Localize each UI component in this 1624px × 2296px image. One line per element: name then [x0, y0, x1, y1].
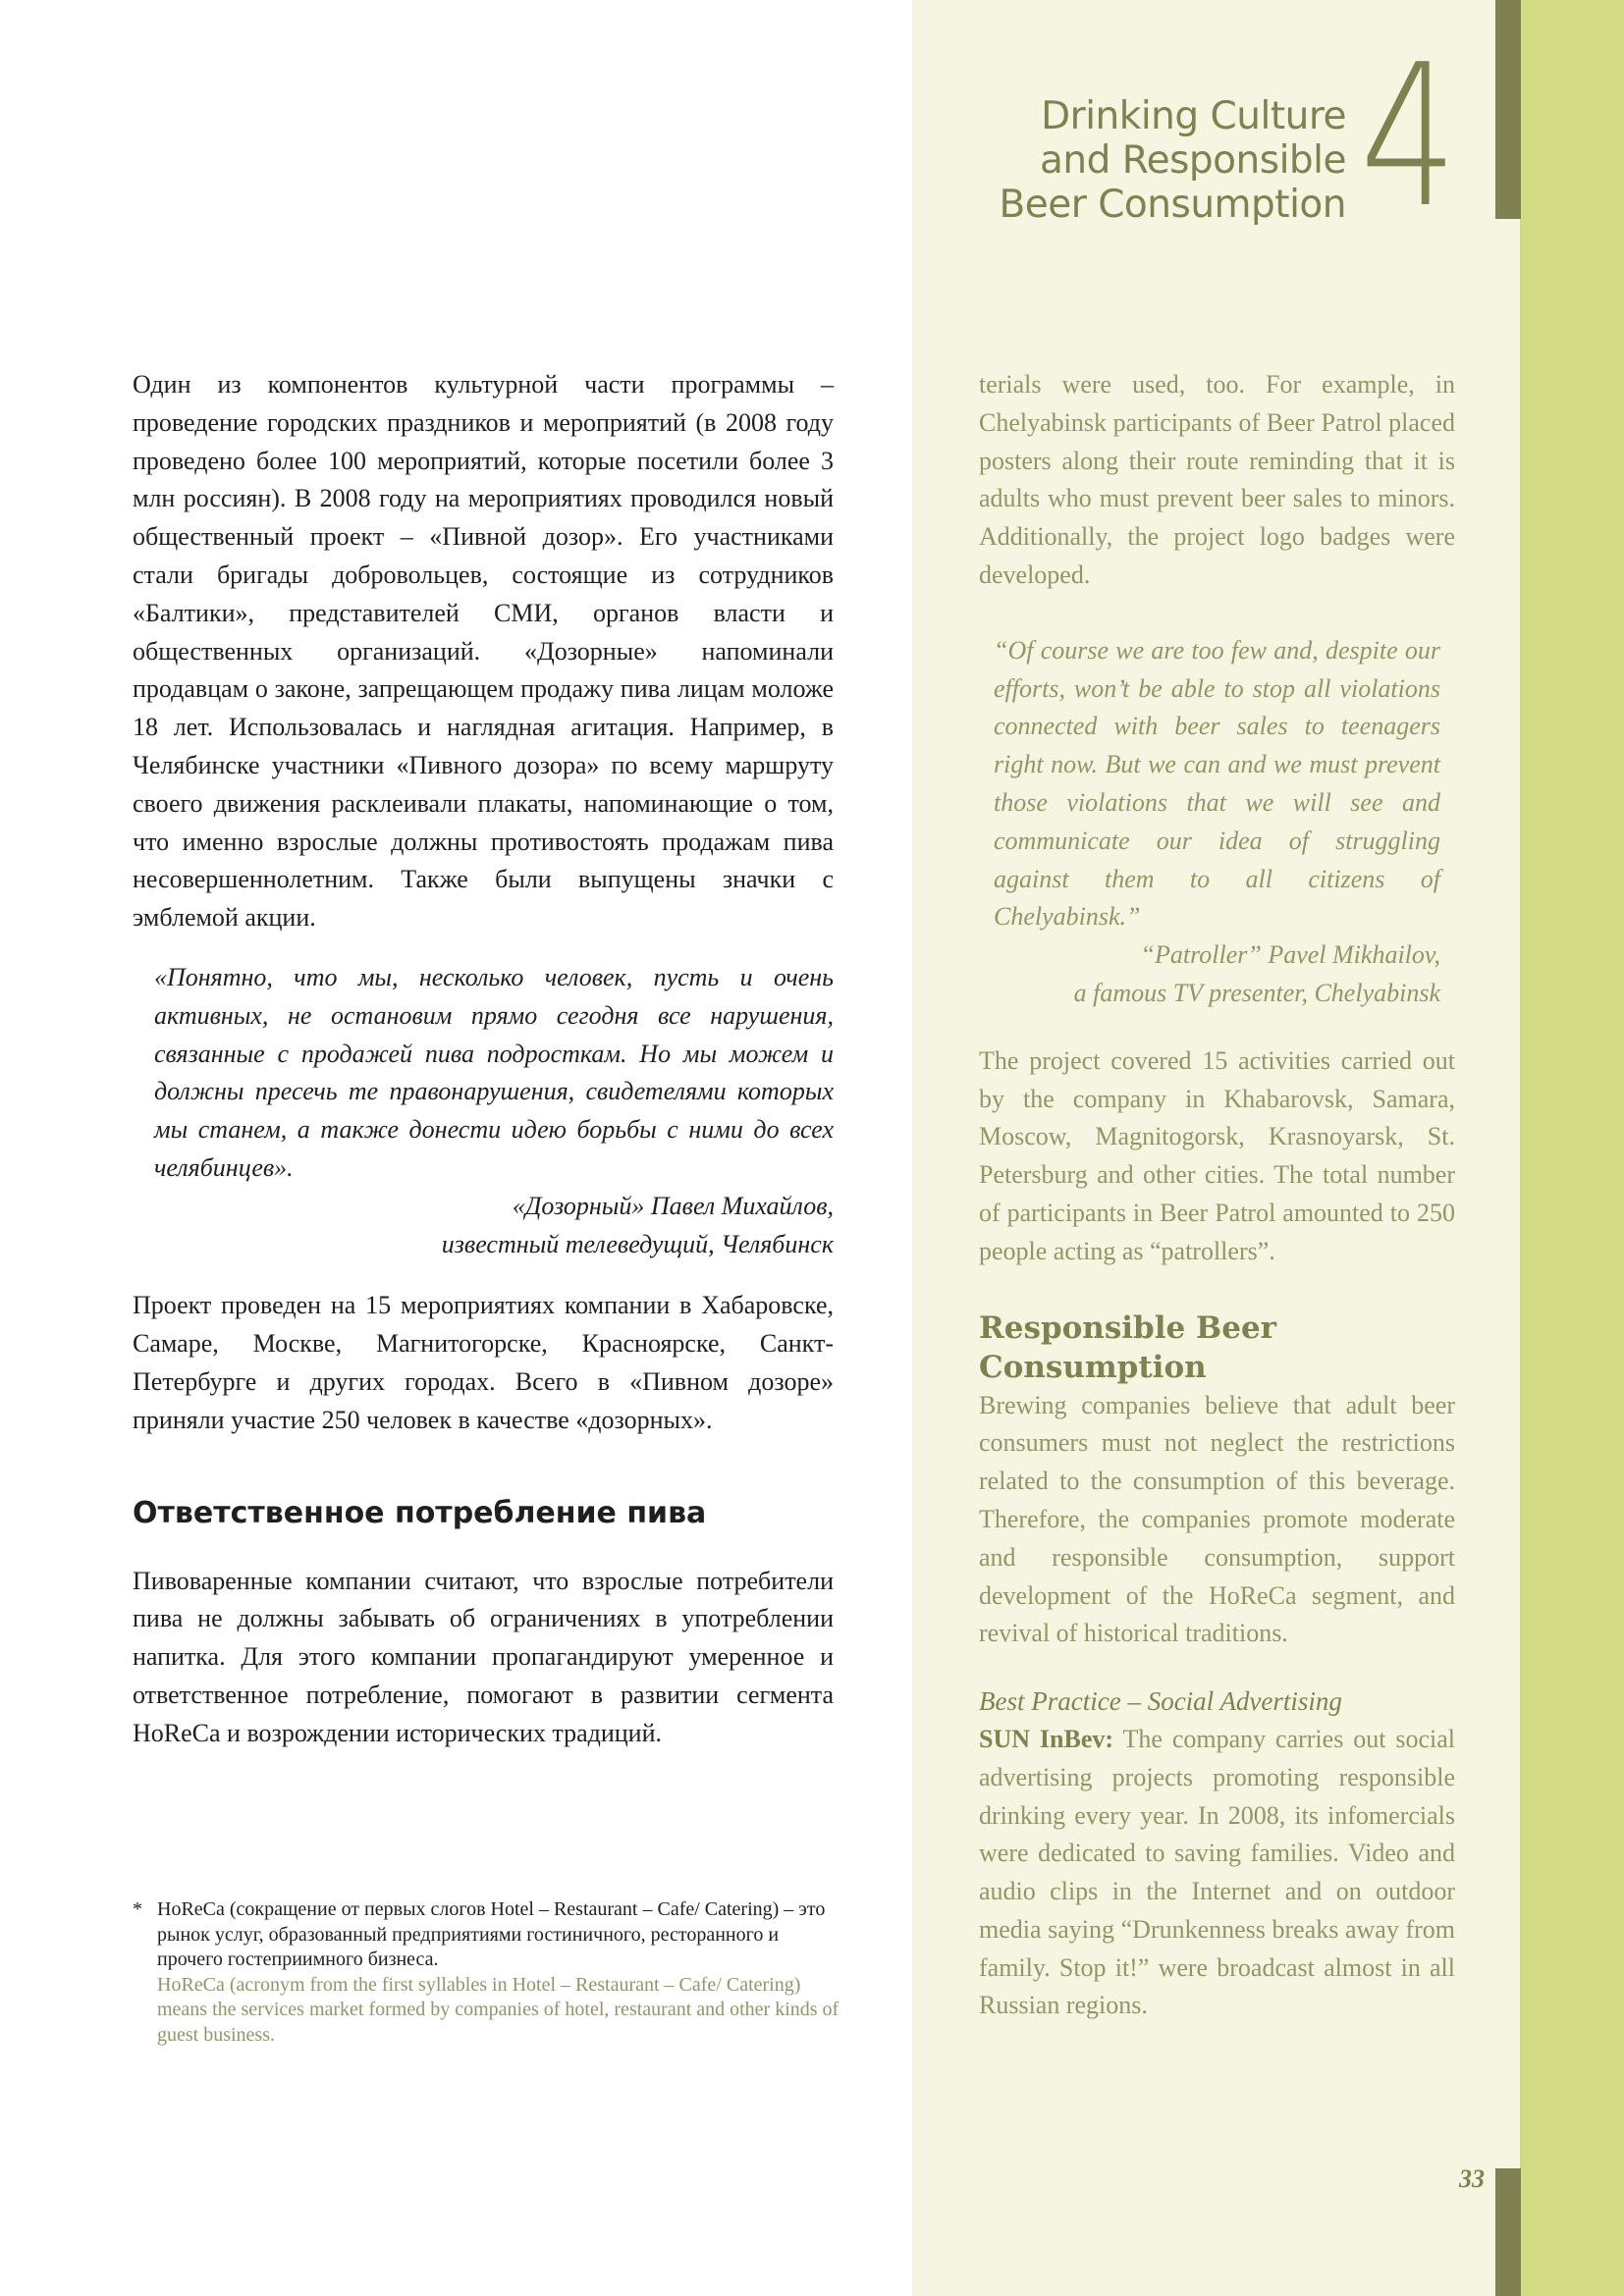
paragraph: Brewing companies believe that adult beer consumers must not neglect the restrictions related to the consumption of this beverage. Therefore, the companies promote moderate and responsible consumption, support development of the HoReCa segment, and revival of historical traditions. — [979, 1390, 1455, 1648]
page-number: 33 — [1459, 2164, 1485, 2193]
quote-block — [154, 959, 834, 1263]
section-heading: Ответственное потребление пива — [133, 1495, 707, 1530]
paragraph: terials were used, too. For example, in Chelyabinsk participants of Beer Patrol placed posters along their route reminding that it is adults who must prevent beer sales to minors. Additionally, the project logo badges were developed. — [979, 370, 1455, 589]
subheading: Best Practice – Social Advertising — [979, 1686, 1342, 1717]
footnote-russian: HoReCa (сокращение от первых слогов Hotel – Restaurant – Cafe/ Catering) – это рынок услуг, образованный предприятиями гостиничного, ресторанного и прочего гостеприимного бизнеса. — [157, 1898, 826, 1970]
footnote-english: HoReCa (acronym from the first syllables in Hotel – Restaurant – Cafe/ Catering) means the services market formed by companies of hotel, restaurant and other kinds of guest business. — [157, 1973, 839, 2046]
quote-text: “Of course we are too few and, despite our efforts, won’t be able to stop all violations connected with beer sales to teenagers right now. But we can and we must prevent those violations that we will see and communicate our idea of struggling against them to all citizens of Chelyabinsk.” — [994, 635, 1440, 932]
chapter-title — [894, 94, 1346, 227]
russian-column — [133, 366, 834, 1753]
company-name: SUN InBev: — [979, 1724, 1114, 1753]
quote-attribution: известный телеведущий, Челябинск — [441, 1229, 834, 1258]
paragraph: The project covered 15 activities carried out by the company in Khabarovsk, Samara, Moscow, Magnitogorsk, Krasnoyarsk, St. Petersburg and other cities. The total number of participants in Beer Patrol amounted to 250 people acting as “patrollers”. — [979, 1045, 1455, 1265]
paragraph — [979, 1721, 1455, 2025]
edge-tab-top — [1495, 0, 1521, 219]
section-heading: Responsible Beer Consumption — [979, 1309, 1277, 1385]
edge-tab-bottom — [1495, 2168, 1521, 2296]
quote-attribution: «Дозорный» Павел Михайлов, — [512, 1191, 834, 1220]
paragraph: Один из компонентов культурной части программы – проведение городских праздников и мероприятий (в 2008 году проведено более 100 мероприятий, которые посетили более 3 млн россиян). В 2008 году на мероприятиях проводился новый общественный проект – «Пивной дозор». Его участниками стали бригады добровольцев, состоящие из сотрудников «Балтики», представителей СМИ, органов власти и общественных организаций. «Дозорные» напоминали продавцам о законе, запрещающем продажу пива лицам моложе 18 лет. Использовалась и наглядная агитация. Например, в Челябинске участники «Пивного дозора» по всему маршруту своего движения расклеивали плакаты, напоминающие о том, что именно взрослые должны противостоять продажам пива несовершеннолетним. Также были выпущены значки с эмблемой акции. — [133, 370, 834, 933]
chapter-number: 4 — [1360, 23, 1458, 251]
quote-attribution: “Patroller” Pavel Mikhailov, — [1140, 940, 1440, 970]
chapter-title-line: Drinking Culture — [1041, 94, 1346, 138]
paragraph: Проект проведен на 15 мероприятиях компании в Хабаровске, Самаре, Москве, Магнитогорске, Красноярске, Санкт-Петербурге и других городах. Всего в «Пивном дозоре» приняли участие 250 человек в качестве «дозорных». — [133, 1291, 834, 1434]
footnote — [133, 1897, 839, 2048]
quote-block — [994, 632, 1440, 1013]
quote-text: «Понятно, что мы, несколько человек, пусть и очень активных, не остановим прямо сегодня все нарушения, связанные с продажей пива подросткам. Но мы можем и должны пресечь те правонарушения, свидетелями которых мы станем, а также донести идею борьбы с ними до всех челябинцев». — [154, 962, 834, 1182]
edge-stripe — [1520, 0, 1624, 2296]
paragraph-text: The company carries out social advertising projects promoting responsible drinking every year. In 2008, its infomercials were dedicated to saving families. Video and audio clips in the Internet and on outdoor media saying “Drunkenness breaks away from family. Stop it!” were broadcast almost in all Russian regions. — [979, 1724, 1455, 2020]
quote-attribution: a famous TV presenter, Chelyabinsk — [1073, 978, 1440, 1007]
paragraph: Пивоваренные компании считают, что взрослые потребители пива не должны забывать об ограничениях в употреблении напитка. Для этого компании пропагандируют умеренное и ответственное потребление, помогают в развитии сегмента HoReCa и возрождении исторических традиций. — [133, 1566, 834, 1747]
chapter-title-line: and Responsible — [1039, 138, 1346, 183]
chapter-title-line: Beer Consumption — [999, 183, 1346, 227]
footnote-mark: * — [133, 1898, 142, 1920]
english-column — [979, 366, 1455, 2025]
